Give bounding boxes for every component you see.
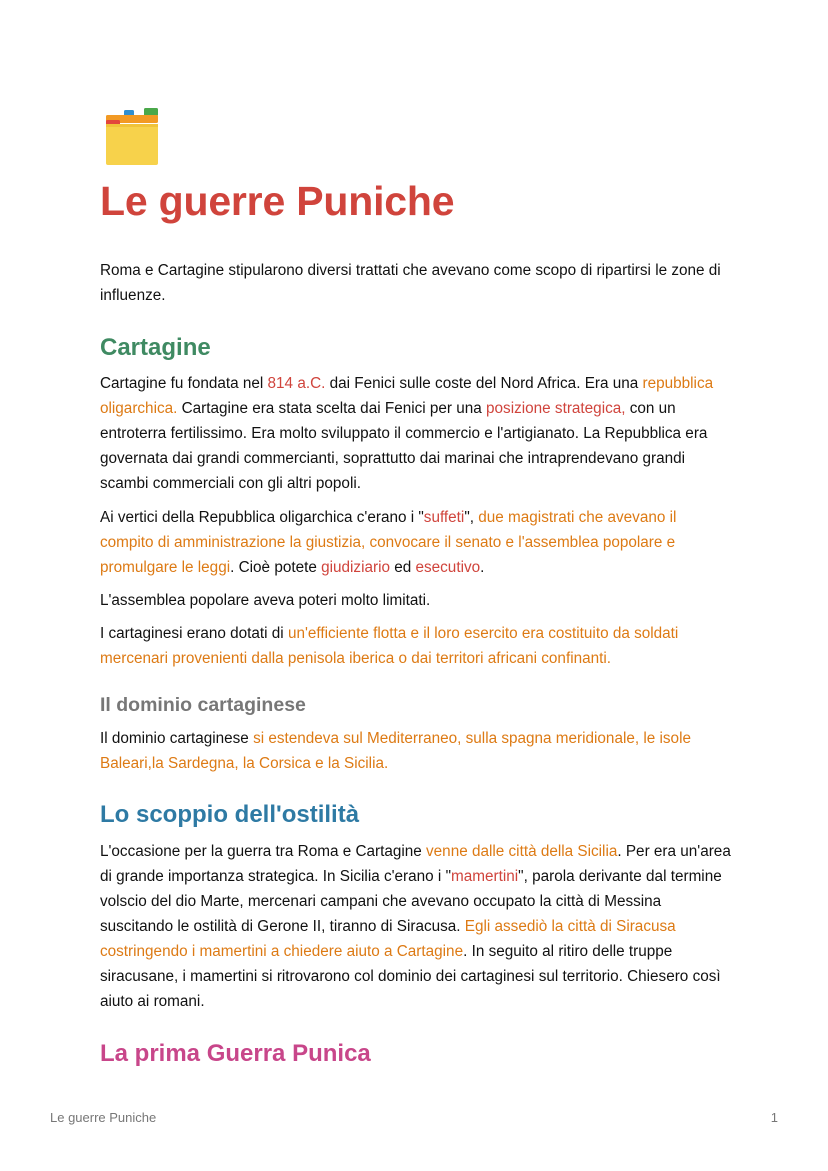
highlight-flotta: un'efficiente flotta e il loro esercito era costituito da soldati mercenari provenienti dalla penisola iberica o dai territori africani confinanti. (100, 625, 679, 667)
section-dominio (100, 692, 732, 718)
highlight-oligarchy: repubblica oligarchica. (100, 375, 714, 417)
page-number: 1 (770, 1110, 778, 1125)
section-scoppio (100, 800, 732, 830)
heading-cartagine: Cartagine (100, 334, 211, 361)
cartagine-paragraph-3 (100, 588, 732, 613)
intro-text: Roma e Cartagine stipularono diversi trattati che avevano come scopo di ripartirsi le zone di influenze. (100, 262, 721, 304)
intro-paragraph (100, 258, 732, 308)
cartagine-paragraph-1 (100, 371, 732, 496)
highlight-mamertini: mamertini (451, 868, 519, 885)
highlight-position: posizione strategica, (486, 400, 626, 417)
highlight-sicilia: venne dalle città della Sicilia (426, 843, 618, 860)
heading-scoppio: Lo scoppio dell'ostilità (100, 801, 360, 828)
text-span: ", (464, 509, 479, 526)
heading-dominio: Il dominio cartaginese (100, 694, 306, 716)
highlight-suffeti: suffeti (423, 509, 465, 526)
text-span: con un entroterra fertilissimo. Era molto sviluppato il commercio e l'artigianato. La Repubblica era governata dai grandi commercianti, soprattutto dai marinai che intraprendevano grandi scambi commerciali con gli altri popoli. (100, 400, 708, 492)
highlight-magistrati: due magistrati che avevano il compito di amministrazione la giustizia, convocare il senato e l'assemblea popolare e promulgare le leggi (100, 509, 677, 576)
text-span: ", parola derivante dal termine volscio del dio Marte, mercenari campani che avevano occupato la città di Messina suscitando le ostilità di Gerone II, tiranno di Siracusa. (100, 868, 722, 935)
cartagine-paragraph-4 (100, 621, 732, 671)
section-cartagine (100, 333, 732, 363)
section-prima-guerra (100, 1039, 732, 1069)
text-span: Ai vertici della Repubblica oligarchica c'erano i " (100, 509, 424, 526)
text-span: Cartagine era stata scelta dai Fenici per una (177, 400, 487, 417)
card-index-dividers-icon (104, 108, 160, 166)
cartagine-paragraph-2 (100, 505, 732, 580)
footer-title: Le guerre Puniche (50, 1110, 157, 1125)
text-span: . Cioè potete (230, 559, 322, 576)
text-span: L'assemblea popolare aveva poteri molto limitati. (100, 592, 431, 609)
text-span: dai Fenici sulle coste del Nord Africa. Era una (325, 375, 643, 392)
page-title: Le guerre Puniche (100, 178, 455, 224)
highlight-giudiziario: giudiziario (321, 559, 390, 576)
text-span: L'occasione per la guerra tra Roma e Cartagine (100, 843, 427, 860)
text-span: I cartaginesi erano dotati di (100, 625, 288, 642)
text-span: Cartagine fu fondata nel (100, 375, 268, 392)
highlight-dominio: si estendeva sul Mediterraneo, sulla spagna meridionale, le isole Baleari,la Sardegna, la Corsica e la Sicilia. (100, 730, 691, 772)
highlight-date: 814 a.C. (267, 375, 326, 392)
scoppio-paragraph-1 (100, 839, 732, 1014)
text-span: . In seguito al ritiro delle truppe siracusane, i mamertini si ritrovarono col dominio dei cartaginesi sul territorio. Chiesero così aiuto ai romani. (100, 943, 721, 1010)
text-span: . (480, 559, 485, 576)
dominio-paragraph-1 (100, 726, 732, 776)
text-span: Il dominio cartaginese (100, 730, 254, 747)
text-span: . Per era un'area di grande importanza strategica. In Sicilia c'erano i " (100, 843, 731, 885)
text-span: ed (389, 559, 416, 576)
heading-prima-guerra: La prima Guerra Punica (100, 1040, 371, 1067)
highlight-esecutivo: esecutivo (415, 559, 481, 576)
highlight-assedio: Egli assediò la città di Siracusa costringendo i mamertini a chiedere aiuto a Cartagine (100, 918, 676, 960)
